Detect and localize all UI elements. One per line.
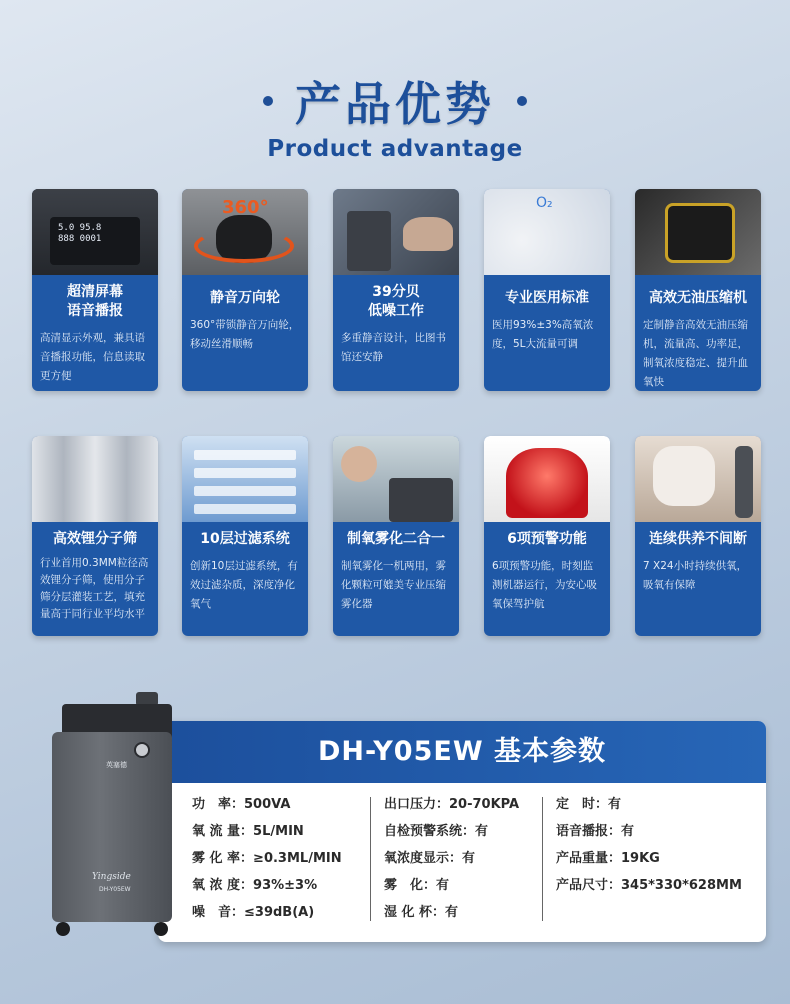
feature-card-wheel <box>182 189 308 391</box>
feature-card-display <box>32 189 158 391</box>
spec-row: 定 时：有 <box>556 797 622 812</box>
feature-title: 静音万向轮 <box>210 290 280 306</box>
elderly-using-device-image <box>333 436 459 522</box>
oxygen-molecules-image <box>484 189 610 275</box>
feature-desc: 定制静音高效无油压缩机，流量高、功率足，制氧浓度稳定、提升血氧快 <box>643 319 748 388</box>
feature-title: 超清屏幕 语音播报 <box>67 284 123 319</box>
device-model: DH-Y05EW <box>99 886 131 893</box>
feature-desc: 360°带锁静音万向轮，移动丝滑顺畅 <box>190 319 300 350</box>
feature-card-quiet <box>333 189 459 391</box>
feature-desc: 高清显示外观，兼具语音播报功能，信息读取更方便 <box>40 332 145 382</box>
feature-card-compressor <box>635 189 761 391</box>
oxygen-concentrator-image <box>44 692 174 936</box>
feature-card-nebulizer <box>333 436 459 636</box>
page-subtitle: Product advantage <box>267 136 523 162</box>
spec-panel <box>158 721 766 942</box>
spec-row: 氧 流 量：5L/MIN <box>192 824 304 839</box>
header <box>0 68 790 162</box>
feature-title: 6项预警功能 <box>507 531 587 547</box>
spec-column-1 <box>192 791 342 926</box>
molecular-sieve-image <box>32 436 158 522</box>
device-logo: Yingside <box>92 872 131 882</box>
title-dot-left <box>263 96 273 106</box>
spec-column-2 <box>384 791 519 926</box>
spec-row: 产品重量：19KG <box>556 851 660 866</box>
display-panel-image: 5.0 95.8 888 0001 <box>32 189 158 275</box>
spec-divider <box>542 797 543 921</box>
feature-title: 高效锂分子筛 <box>53 531 137 547</box>
person-with-device-image <box>635 436 761 522</box>
o2-badge: O₂ <box>536 195 553 211</box>
feature-desc: 7 X24小时持续供氧，吸氧有保障 <box>643 560 748 591</box>
title-dot-right <box>517 96 527 106</box>
rotation-badge: 360° <box>222 197 269 218</box>
spec-row: 雾 化：有 <box>384 878 450 893</box>
spec-row: 出口压力：20-70KPA <box>384 797 520 812</box>
feature-title: 高效无油压缩机 <box>649 290 747 306</box>
feature-title: 10层过滤系统 <box>200 531 290 547</box>
feature-desc: 医用93%±3%高氧浓度，5L大流量可调 <box>492 319 594 350</box>
feature-title: 连续供养不间断 <box>649 531 747 547</box>
device-brand: 英塞德 <box>106 761 127 769</box>
spec-row: 功 率：500VA <box>192 797 291 812</box>
feature-card-sieve <box>32 436 158 636</box>
feature-title: 专业医用标准 <box>505 290 589 306</box>
spec-title: DH-Y05EW 基本参数 <box>158 721 766 783</box>
spec-row: 自检预警系统：有 <box>384 824 489 839</box>
feature-card-alarm <box>484 436 610 636</box>
sleeping-person-image <box>333 189 459 275</box>
alarm-light-image <box>484 436 610 522</box>
spec-row: 氧浓度显示：有 <box>384 851 476 866</box>
spec-column-3 <box>556 791 742 899</box>
spec-row: 湿 化 杯：有 <box>384 905 459 920</box>
spec-row: 噪 音：≤39dB(A) <box>192 905 315 920</box>
feature-card-medical <box>484 189 610 391</box>
feature-desc: 行业首用0.3MM粒径高效锂分子筛，使用分子筛分层灌装工艺，填充量高于同行业平均水平 <box>40 557 149 620</box>
spec-divider <box>370 797 371 921</box>
spec-row: 氧 浓 度：93%±3% <box>192 878 318 893</box>
wheel-image <box>182 189 308 275</box>
spec-row: 雾 化 率：≥0.3ML/MIN <box>192 851 342 866</box>
feature-card-filter <box>182 436 308 636</box>
compressor-image <box>635 189 761 275</box>
page-title: 产品优势 <box>295 77 495 131</box>
filter-layers-image <box>182 436 308 522</box>
feature-desc: 6项预警功能，时刻监测机器运行，为安心吸氧保驾护航 <box>492 560 597 610</box>
spec-row: 语音播报：有 <box>556 824 635 839</box>
feature-desc: 制氧雾化一机两用，雾化颗粒可媲美专业压缩雾化器 <box>341 560 446 610</box>
feature-card-continuous <box>635 436 761 636</box>
feature-title: 制氧雾化二合一 <box>347 531 445 547</box>
control-knob <box>134 742 150 758</box>
spec-row: 产品尺寸：345*330*628MM <box>556 878 742 893</box>
feature-title: 39分贝 低噪工作 <box>368 284 424 319</box>
feature-desc: 创新10层过滤系统，有效过滤杂质，深度净化氧气 <box>190 560 298 610</box>
feature-desc: 多重静音设计，比图书馆还安静 <box>341 332 446 363</box>
